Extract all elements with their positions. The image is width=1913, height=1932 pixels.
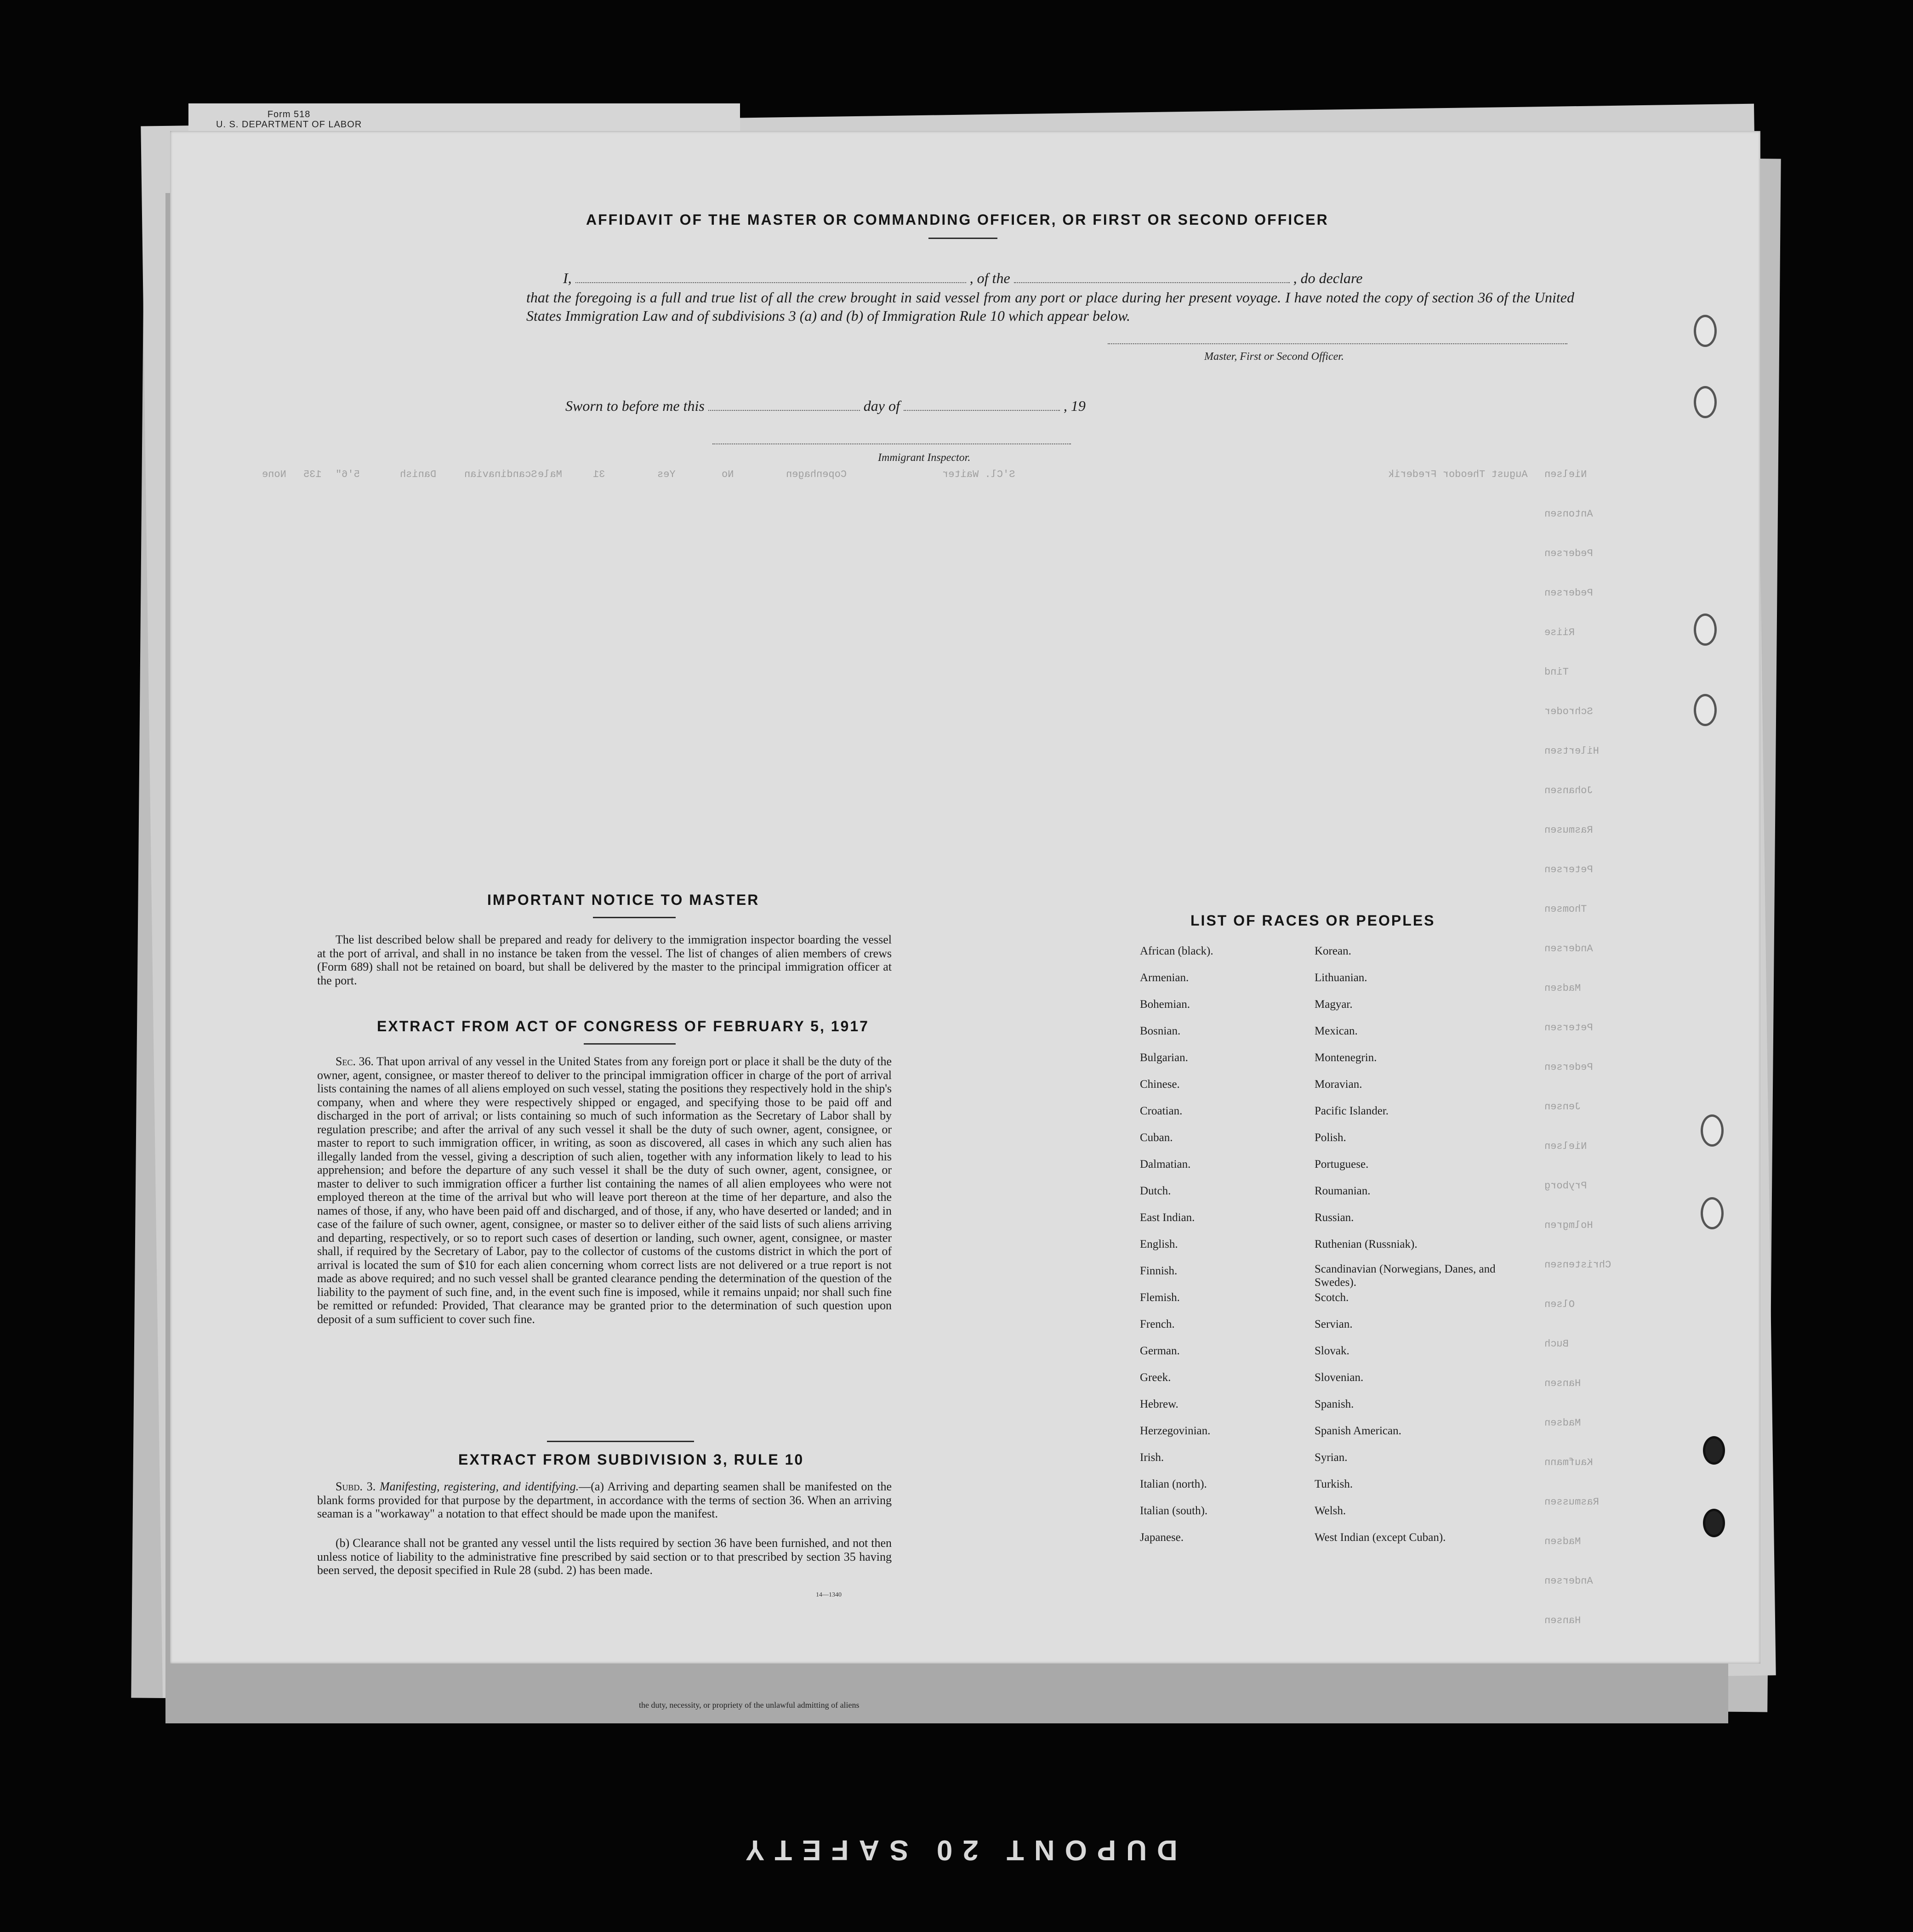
rule-subdivision-b: (b) Clearance shall not be granted any vessel until the lists required by section 36 have been furnished, and not then unless notice of liability to the administrative fine prescribed by said section or to that prescribed by section 35 having been served, the deposit specified in Rule 28 (subd. 2) has been made.: [317, 1536, 892, 1577]
department-name: U. S. DEPARTMENT OF LABOR: [216, 119, 362, 130]
rule-extract-title: EXTRACT FROM SUBDIVISION 3, RULE 10: [458, 1451, 804, 1468]
race-item: African (black).: [1140, 945, 1213, 957]
race-item: West Indian (except Cuban).: [1315, 1531, 1446, 1544]
ghost-surname: Hansen: [1544, 1615, 1581, 1626]
race-item: Pacific Islander.: [1315, 1105, 1389, 1117]
binder-hole: [1703, 1436, 1725, 1465]
day-blank: [708, 410, 860, 411]
manifest-sheet: [170, 131, 1760, 1664]
binder-hole: [1703, 1509, 1725, 1537]
ghost-surname: Madsen: [1544, 1536, 1581, 1547]
film-edge-marking: DUPONT 20 SAFETY: [735, 1834, 1178, 1866]
ghost-surname: Pryborg: [1544, 1180, 1587, 1192]
race-item: Chinese.: [1140, 1078, 1180, 1091]
ghost-surname: Andersen: [1544, 943, 1593, 955]
race-item: Scotch.: [1315, 1291, 1349, 1304]
act-extract-title: EXTRACT FROM ACT OF CONGRESS OF FEBRUARY 5, 1917: [377, 1018, 869, 1034]
race-item: Finnish.: [1140, 1265, 1178, 1277]
divider: [928, 238, 997, 239]
ghost-surname: Petersen: [1544, 864, 1593, 875]
ghost-surname: Nielsen: [1544, 1141, 1587, 1152]
ghost-age: 31: [593, 469, 605, 480]
section-36-text: That upon arrival of any vessel in the United States from any foreign port or place it shall be the duty of the owner, agent, consignee, or master thereof to deliver to the principal immigration officer in charge of the port of arrival lists containing the names of all aliens employed on such vessel, stating the positions they respectively hold in the ship's company, when and where they were respectively shipped or engaged, and specifying those to be paid off and discharged in the port of arrival; or lists containing so much of such information as the Secretary of Labor shall by regulation prescribe; and after the arrival of any such vessel it shall be the duty of such owner, agent, consignee, or master to report to such immigration officer, in writing, as soon as discovered, all cases in which any such alien has illegally landed from the vessel, giving a description of such alien, together with any information likely to lead to his apprehension; and before the departure of any such vessel it shall be the duty of such owner, agent, consignee, or master to deliver to such immigration officer a further list containing the names of all alien employees who were not employed thereon at the time of the arrival but who will leave port thereon at the time of her departure, and also the names of those, if any, who have been paid off and discharged, and of those, if any, who have deserted or landed; and in case of the failure of such owner, agent, consignee, or master so to deliver either of the said lists of such aliens arriving and departing, respectively, or so to report such cases of desertion or landing, such owner, agent, consignee, or master shall, if required by the Secretary of Labor, pay to the collector of customs of the customs district in which the port of arrival is located the sum of $10 for each alien concerning whom correct lists are not delivered or a true report is not made as above required; and no such vessel shall be granted clearance pending the determination of the question of the liability to the payment of such fine, and, in the event such fine is imposed, while it remains unpaid; nor shall such fine be remitted or refunded: Provided, That clearance may be granted prior to the determination of such question upon deposit of a sum sufficient to cover such fine.: [317, 1055, 892, 1326]
form-number: Form 518: [267, 109, 311, 119]
race-item: Bosnian.: [1140, 1025, 1181, 1037]
ghost-surname: Buch: [1544, 1338, 1569, 1350]
ghost-surname: Rasmusen: [1544, 824, 1593, 836]
act-section-36: [317, 1055, 892, 1326]
affidavit-declare: , do declare: [1293, 270, 1363, 286]
race-item: Servian.: [1315, 1318, 1353, 1330]
ghost-surname: Nielsen: [1544, 469, 1587, 480]
binder-hole: [1701, 1114, 1724, 1147]
vessel-blank: [1014, 282, 1290, 283]
race-item: Flemish.: [1140, 1291, 1180, 1304]
binder-hole: [1701, 1197, 1724, 1229]
ghost-col: No: [722, 469, 734, 480]
ghost-surname: Antonsen: [1544, 508, 1593, 520]
ghost-surname: Rasmussen: [1544, 1496, 1599, 1508]
race-item: Spanish.: [1315, 1398, 1354, 1410]
race-item: French.: [1140, 1318, 1175, 1330]
ghost-race: Scandinavian: [464, 469, 537, 480]
binder-hole: [1694, 315, 1717, 347]
subdivision-heading: Manifesting, registering, and identifying.: [379, 1480, 579, 1493]
notice-title: IMPORTANT NOTICE TO MASTER: [487, 892, 760, 908]
race-item: Scandinavian (Norwegians, Danes, and Swedes).: [1315, 1263, 1496, 1289]
ghost-height: 5'6": [336, 469, 360, 480]
race-item: Irish.: [1140, 1451, 1164, 1464]
underlying-page-fragment: the duty, necessity, or propriety of the unlawful admitting of aliens: [639, 1700, 860, 1710]
ghost-surname: Jensen: [1544, 1101, 1581, 1113]
ghost-position: S'Cl. Waiter: [942, 469, 1015, 480]
ghost-surname: Kaufmann: [1544, 1457, 1593, 1468]
race-item: Syrian.: [1315, 1451, 1348, 1464]
race-item: Montenegrin.: [1315, 1051, 1377, 1064]
race-item: East Indian.: [1140, 1211, 1195, 1224]
ghost-surname: Thomsen: [1544, 903, 1587, 915]
notice-body: The list described below shall be prepared and ready for delivery to the immigration inspector boarding the vessel at the port of arrival, and shall in no instance be taken from the vessel. The list of changes of alien members of crews (Form 689) shall not be retained on board, but shall be delivered by the master to the principal immigration officer at the port.: [317, 933, 892, 987]
ghost-surname: Andersen: [1544, 1575, 1593, 1587]
race-item: Spanish American.: [1315, 1425, 1401, 1437]
race-item: Welsh.: [1315, 1505, 1346, 1517]
race-item: Armenian.: [1140, 972, 1189, 984]
races-title: LIST OF RACES OR PEOPLES: [1190, 912, 1435, 929]
sworn-text: Sworn to before me this: [565, 398, 705, 414]
sworn-line: [565, 397, 1086, 415]
ghost-weight: 135: [303, 469, 322, 480]
race-item: German.: [1140, 1345, 1180, 1357]
subdivision-label: Subd. 3.: [336, 1480, 376, 1493]
binder-hole: [1694, 386, 1717, 418]
section-label: Sec. 36.: [336, 1055, 374, 1068]
year-text: , 19: [1063, 398, 1086, 414]
race-item: Slovenian.: [1315, 1371, 1364, 1384]
ghost-surname: Johansen: [1544, 785, 1593, 796]
race-item: Russian.: [1315, 1211, 1354, 1224]
race-item: Portuguese.: [1315, 1158, 1369, 1171]
ghost-surname: Holmgren: [1544, 1220, 1593, 1231]
race-item: Korean.: [1315, 945, 1351, 957]
race-item: Italian (south).: [1140, 1505, 1208, 1517]
affidavit-body: that the foregoing is a full and true list of all the crew brought in said vessel from any port or place during her present voyage. I have noted the copy of section 36 of the United States Immigration Law and of subdivisions 3 (a) and (b) of Immigration Rule 10 which appear below.: [526, 289, 1574, 324]
ghost-nationality: Danish: [400, 469, 437, 480]
affidavit-i: I,: [563, 270, 572, 286]
ghost-first-name: August Theodor Frederik: [1388, 469, 1528, 480]
race-item: Greek.: [1140, 1371, 1171, 1384]
affidavit-title: AFFIDAVIT OF THE MASTER OR COMMANDING OFFICER, OR FIRST OR SECOND OFFICER: [586, 211, 1329, 228]
ghost-surname: Christensen: [1544, 1259, 1611, 1271]
race-item: Polish.: [1315, 1131, 1346, 1144]
signature-caption: Master, First or Second Officer.: [1204, 351, 1344, 363]
affidavit-of-the: , of the: [969, 270, 1010, 286]
race-item: Italian (north).: [1140, 1478, 1207, 1490]
ghost-surname: Riise: [1544, 627, 1575, 638]
signature-line: [1108, 343, 1567, 344]
race-item: Lithuanian.: [1315, 972, 1367, 984]
race-item: Croatian.: [1140, 1105, 1183, 1117]
print-code: 14—1340: [816, 1591, 842, 1598]
ghost-surname: Hilertsen: [1544, 745, 1599, 757]
divider: [584, 1043, 676, 1045]
race-item: Bulgarian.: [1140, 1051, 1188, 1064]
ghost-surname: Pedersen: [1544, 548, 1593, 559]
ghost-surname: Schroder: [1544, 706, 1593, 717]
race-item: Turkish.: [1315, 1478, 1353, 1490]
affidavit-fill-line: [563, 269, 1574, 287]
ghost-marks: None: [262, 469, 286, 480]
race-item: Bohemian.: [1140, 998, 1190, 1011]
divider: [547, 1441, 694, 1442]
ghost-surname: Olsen: [1544, 1299, 1575, 1310]
inspector-signature-line: [712, 443, 1071, 444]
ghost-surname: Hansen: [1544, 1378, 1581, 1389]
ghost-sex: Male: [538, 469, 562, 480]
ghost-surname: Tind: [1544, 666, 1569, 678]
day-of-text: day of: [863, 398, 900, 414]
name-blank: [575, 282, 966, 283]
race-item: English.: [1140, 1238, 1178, 1250]
race-item: Moravian.: [1315, 1078, 1362, 1091]
race-item: Herzegovinian.: [1140, 1425, 1211, 1437]
ghost-surname: Pedersen: [1544, 587, 1593, 599]
inspector-caption: Immigrant Inspector.: [878, 452, 971, 464]
ghost-surname: Pedersen: [1544, 1062, 1593, 1073]
race-item: Hebrew.: [1140, 1398, 1179, 1410]
subdivision-a-text: —(a) Arriving and departing seamen shall be manifested on the blank forms provided for that purpose by the department, in accordance with the terms of section 36. When an arriving seaman is a "workaway" a notation to that effect should be made upon the manifest.: [317, 1480, 892, 1520]
race-item: Slovak.: [1315, 1345, 1349, 1357]
divider: [593, 917, 676, 918]
ghost-surname: Petersen: [1544, 1022, 1593, 1034]
race-item: Ruthenian (Russniak).: [1315, 1238, 1418, 1250]
binder-hole: [1694, 614, 1717, 646]
binder-hole: [1694, 694, 1717, 726]
month-blank: [904, 410, 1060, 411]
ghost-surname: Madsen: [1544, 1417, 1581, 1429]
rule-subdivision-a: [317, 1480, 892, 1521]
race-item: Dutch.: [1140, 1185, 1171, 1197]
race-item: Mexican.: [1315, 1025, 1358, 1037]
ghost-surname: Madsen: [1544, 983, 1581, 994]
race-item: Japanese.: [1140, 1531, 1184, 1544]
race-item: Dalmatian.: [1140, 1158, 1191, 1171]
race-item: Magyar.: [1315, 998, 1353, 1011]
race-item: Roumanian.: [1315, 1185, 1371, 1197]
ghost-port: Copenhagen: [786, 469, 847, 480]
ghost-col: Yes: [657, 469, 676, 480]
race-item: Cuban.: [1140, 1131, 1173, 1144]
